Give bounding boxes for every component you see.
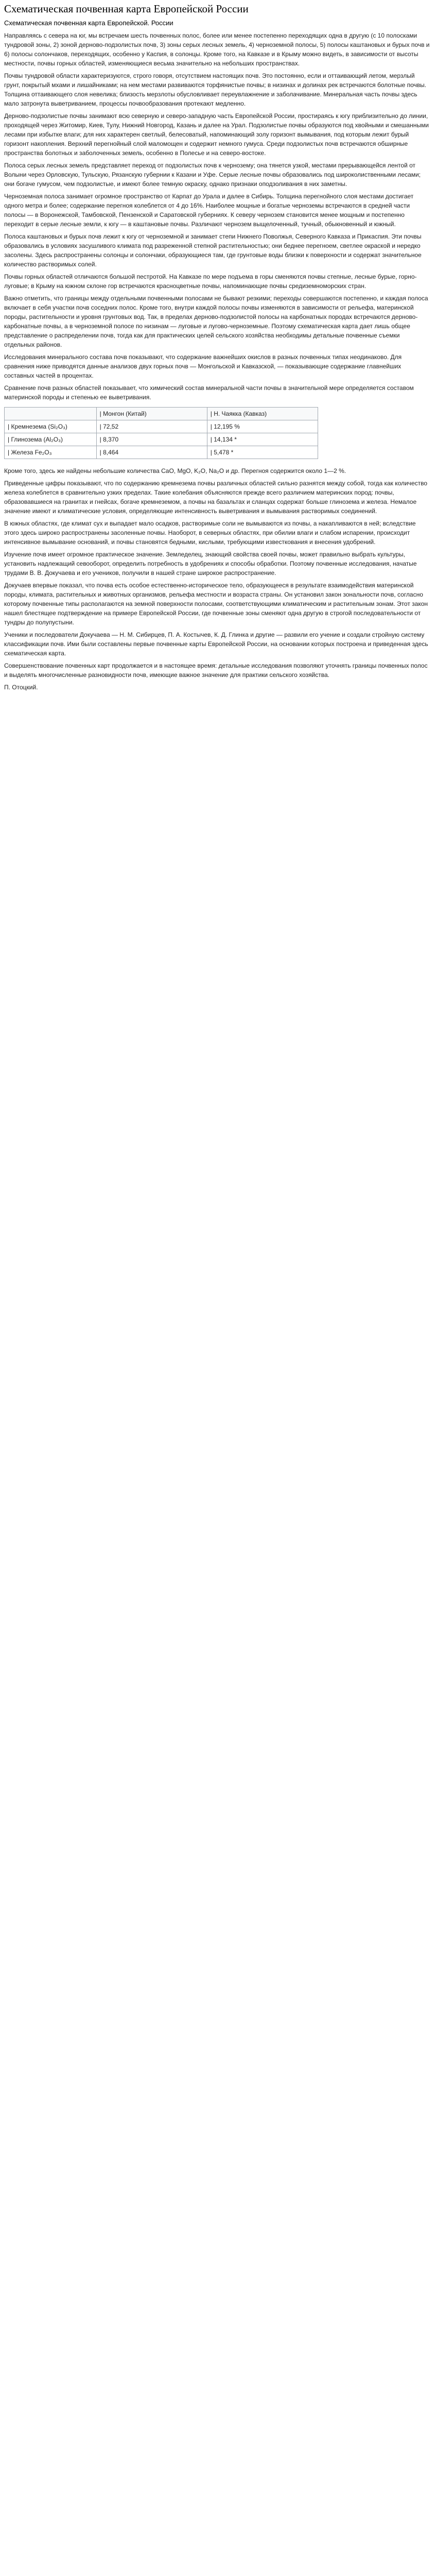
table-cell: | 5,478 * <box>207 446 318 459</box>
paragraph: Совершенствование почвенных карт продолжается и в настоящее время: детальные исследования позволяют уточнять границы почвенных полос и выделять многочисленные разновидности почв, имеющие важное значение для практики сельского хозяйства. <box>4 662 428 679</box>
paragraph: Полоса каштановых и бурых почв лежит к югу от черноземной и занимает степи Нижнего Поволжья, Северного Кавказа и Прикаспия. Эти почвы образовались в условиях засушливого климата под разреженной степной растительностью; они беднее перегноем, светлее окраской и нередко засолены. Здесь распространены солонцы и солончаки, образующиеся там, где грунтовые воды близки к поверхности и содержат значительное количество растворимых солей. <box>4 233 422 268</box>
paragraph: Исследования минерального состава почв показывают, что содержание важнейших окислов в разных почвенных типах неодинаково. Для сравнения ниже приводятся данные анализов двух горных почв — Монгольской и Кавказской, — показывающие содержание главнейших составных частей в процентах. <box>4 353 402 379</box>
paragraph: В южных областях, где климат сух и выпадает мало осадков, растворимые соли не вымываются из почвы, а накапливаются в ней; вследствие этого здесь широко распространены засоленные почвы. Наоборот, в северных областях, при обилии влаги и слабом испарении, происходит интенсивное вымывание оснований, и почвы становятся бедными, кислыми, требующими известкования и внесения удобрений. <box>4 520 416 546</box>
paragraph: Дерново-подзолистые почвы занимают всю северную и северо-западную часть Европейской России, простираясь к югу приблизительно до линии, проходящей через Житомир, Киев, Тулу, Нижний Новгород, Казань и далее на Урал. Подзолистые почвы образуются под хвойными и смешанными лесами при избытке влаги; для них характерен светлый, белесоватый, напоминающий золу горизонт вымывания, под которым лежит бурый горизонт накопления. Верхний перегнойный слой маломощен и содержит немного гумуса. Среди подзолистых почв встречаются обширные пространства болотных и заболоченных земель, особенно в Полесье и на северо-востоке. <box>4 112 429 157</box>
table-cell: | 14,134 * <box>207 433 318 446</box>
paragraph: Ученики и последователи Докучаева — Н. М. Сибирцев, П. А. Костычев, К. Д. Глинка и другие — развили его учение и создали стройную систему классификации почв. Ими были составлены первые почвенные карты Европейской России, на основании которых построена и приведенная здесь схематическая карта. <box>4 631 428 657</box>
paragraph: Полоса серых лесных земель представляет переход от подзолистых почв к чернозему; она тянется узкой, местами прерывающейся лентой от Волыни через Орловскую, Тульскую, Рязанскую губернии к Казани и Уфе. Серые лесные почвы образовались под широколиственными лесами; они богаче гумусом, чем подзолистые, и имеют более темную окраску, однако признаки оподзоливания в них заметны. <box>4 162 421 188</box>
page-title: Схематическая почвенная карта Европейской России <box>4 3 249 15</box>
paragraph: Черноземная полоса занимает огромное пространство от Карпат до Урала и далее в Сибирь. Толщина перегнойного слоя местами достигает одного метра и более; содержание перегноя колеблется от 4 до 16%. Наиболее мощные и богатые черноземы встречаются в средней части полосы — в Воронежской, Тамбовской, Пензенской и Саратовской губерниях. К северу чернозем становится менее мощным и постепенно переходит в серые лесные земли, к югу — в каштановые почвы. Различают чернозем выщелоченный, тучный, обыкновенный и южный. <box>4 193 414 228</box>
article-body-before-table <box>4 31 432 402</box>
table-cell: | 8,464 <box>96 446 207 459</box>
table-row <box>5 446 318 459</box>
paragraph: Почвы горных областей отличаются большой пестротой. На Кавказе по мере подъема в горы сменяются почвы степные, лесные бурые, горно-луговые; в Крыму на южном склоне гор встречаются красноцветные почвы, напоминающие почвы средиземноморских стран. <box>4 273 417 290</box>
table-row <box>5 433 318 446</box>
paragraph: Кроме того, здесь же найдены небольшие количества CaO, MgO, K₂O, Na₂O и др. Перегноя содержится около 1—2 %. <box>4 467 346 474</box>
table-cell: | Кремнезема (Si₂O₃) <box>5 420 97 433</box>
paragraph: Докучаев впервые показал, что почва есть особое естественно-историческое тело, образующееся в результате взаимодействия материнской породы, климата, растительных и животных организмов, рельефа местности и возраста страны. Он установил закон зональности почв, согласно которому почвенные типы располагаются на земной поверхности полосами, соответствующими климатическим и растительным зонам. Этот закон нашел блестящее подтверждение на примере Европейской России, где почвенные зоны сменяют одна другую в строгой последовательности от тундры до полупустыни. <box>4 582 428 626</box>
paragraph: Изучение почв имеет огромное практическое значение. Земледелец, знающий свойства своей почвы, может правильно выбрать культуры, установить надлежащий севооборот, определить потребность в удобрениях и способы обработки. Поэтому почвенные исследования, начатые трудами В. В. Докучаева и его учеников, получили в нашей стране широкое распространение. <box>4 551 417 577</box>
paragraph: Приведенные цифры показывают, что по содержанию кремнезема почвы различных областей сильно разнятся между собой, тогда как количество железа колеблется в сравнительно узких пределах. Такие колебания объясняются прежде всего различием материнских пород: почвы, образовавшиеся на гранитах и гнейсах, богаче кремнеземом, а почвы на базальтах и сланцах содержат больше глинозема и железа. Немалое значение имеют и климатические условия, определяющие интенсивность выветривания и вымывания растворимых соединений. <box>4 480 428 515</box>
article <box>0 0 436 700</box>
paragraph: Почвы тундровой области характеризуются, строго говоря, отсутствием настоящих почв. Это постоянно, если и оттаивающий летом, мерзлый грунт, покрытый мхами и лишайниками; на нем местами развиваются торфянистые почвы; в низинах и долинах рек встречаются болотные почвы. Толщина оттаивающего слоя невелика; близость мерзлоты обусловливает переувлажнение и заболачивание. Минеральная часть почвы здесь мало затронута выветриванием, процессы почвообразования протекают медленно. <box>4 72 427 107</box>
table-cell: | Железа Fe₂O₃ <box>5 446 97 459</box>
page-subtitle: Схематическая почвенная карта Европейской. России <box>4 19 173 27</box>
table-cell: | Глинозема (Al₂O₃) <box>5 433 97 446</box>
table-header-row <box>5 408 318 420</box>
paragraph: Важно отметить, что границы между отдельными почвенными полосами не бывают резкими; переходы совершаются постепенно, и каждая полоса включает в себя участки почв соседних полос. Кроме того, внутри каждой полосы почвы изменяются в зависимости от рельефа, материнской породы, растительности и уровня грунтовых вод. Так, в пределах дерново-подзолистой полосы на карбонатных породах встречаются дерново-карбонатные почвы, а в черноземной полосе по низинам — луговые и лугово-черноземные. Поэтому схематическая карта дает лишь общее представление о распределении почв, тогда как для практических целей сельского хозяйства необходимы детальные почвенные съемки отдельных районов. <box>4 295 428 348</box>
article-body-after-table <box>4 466 432 680</box>
table-header-cell: | Н. Чаякка (Кавказ) <box>207 408 318 420</box>
table-row <box>5 420 318 433</box>
table-header-cell <box>5 408 97 420</box>
table-cell: | 12,195 % <box>207 420 318 433</box>
soil-composition-table <box>4 407 318 459</box>
paragraph: Направляясь с севера на юг, мы встречаем шесть почвенных полос, более или менее постепенно переходящих одна в другую (с 10 полосками тундровой зоны, 2) зоной дерново-подзолистых почв, 3) зоны серых лесных земель, 4) черноземной полосы, 5) полосы каштановых и бурых почв и 6) полосы солончаков, переходящих, особенно у Каспия, в солонцы. Кроме того, на Кавказе и в Крыму можно видеть, в зависимости от высоты местности, почвы горных областей, изменяющиеся весьма значительно на небольших пространствах. <box>4 32 430 67</box>
paragraph: Сравнение почв разных областей показывает, что химический состав минеральной части почвы в значительной мере определяется составом материнской породы и степенью ее выветривания. <box>4 384 414 401</box>
table-cell: | 72,52 <box>96 420 207 433</box>
author-signature: П. Отоцкий. <box>4 684 38 691</box>
table-header-cell: | Монгон (Китай) <box>96 408 207 420</box>
table-cell: | 8,370 <box>96 433 207 446</box>
